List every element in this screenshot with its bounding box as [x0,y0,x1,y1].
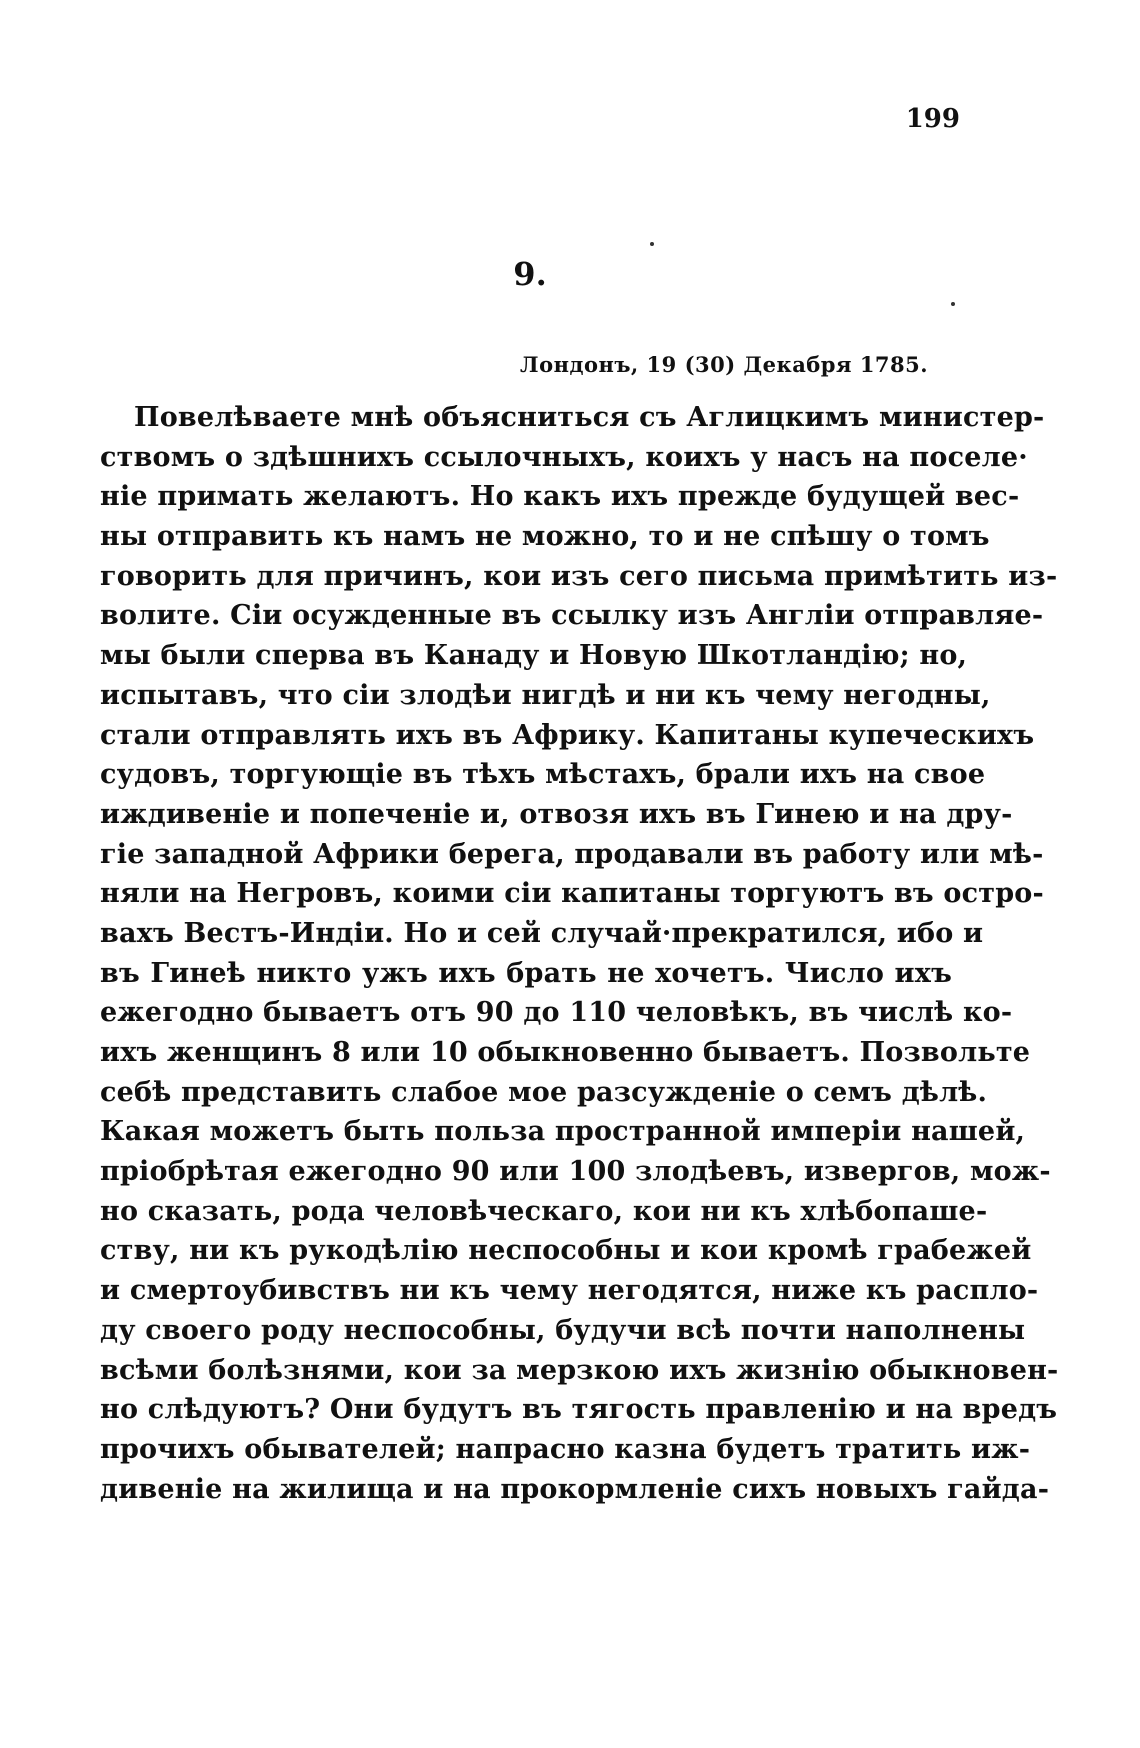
text-line: говорить для причинъ, кои изъ сего письма примѣтить из- [100,560,1058,592]
text-line: судовъ, торгующіе въ тѣхъ мѣстахъ, брали ихъ на свое [100,759,986,791]
text-line: въ Гинеѣ никто ужъ ихъ брать не хочетъ. Число ихъ [100,957,952,989]
text-line: ны отправить къ намъ не можно, то и не спѣшу о томъ [100,521,990,553]
text-line: ду своего роду неспособны, будучи всѣ почти наполнены [100,1314,1026,1346]
text-line: но слѣдуютъ? Они будутъ въ тягость правленію и на вредъ [100,1394,1058,1426]
text-line: всѣми болѣзнями, кои за мерзкою ихъ жизнію обыкновен- [100,1354,1059,1386]
print-speck [650,242,654,246]
text-line: иждивеніе и попеченіе и, отвозя ихъ въ Гинею и на дру- [100,798,1013,830]
text-line: волите. Сіи осужденные въ ссылку изъ Англіи отправляе- [100,600,1044,632]
section-number: 9. [513,255,547,293]
text-line: испытавъ, что сіи злодѣи нигдѣ и ни къ чему негодны, [100,679,991,711]
text-line: пріобрѣтая ежегодно 90 или 100 злодѣевъ, извергов, мож- [100,1156,1051,1188]
print-speck [951,302,955,306]
text-line: вахъ Вестъ-Индіи. Но и сей случай·прекратился, ибо и [100,917,984,949]
text-line: ствомъ о здѣшнихъ ссылочныхъ, коихъ у насъ на поселе· [100,441,1028,473]
text-line: но сказать, рода человѣческаго, кои ни къ хлѣбопаше- [100,1195,988,1227]
text-line: и смертоубивствъ ни къ чему негодятся, ниже къ распло- [100,1275,1039,1307]
text-line: Повелѣваете мнѣ объясниться съ Аглицкимъ министер- [134,402,1045,433]
letter-dateline: Лондонъ, 19 (30) Декабря 1785. [520,352,929,377]
text-line: стали отправлять ихъ въ Африку. Капитаны купеческихъ [100,719,1035,751]
text-line: ніе примать желаютъ. Но какъ ихъ прежде будущей вес- [100,481,1020,513]
text-line: себѣ представить слабое мое разсужденіе о семъ дѣлѣ. [100,1076,988,1108]
letter-body [100,398,1059,1509]
text-line: Какая можетъ быть польза пространной имперіи нашей, [100,1116,1026,1148]
text-line: прочихъ обывателей; напрасно казна будетъ тратить иж- [100,1433,1031,1465]
text-line: ству, ни къ рукодѣлію неспособны и кои кромѣ грабежей [100,1235,1032,1267]
page-number: 199 [905,104,960,134]
text-line: мы были сперва въ Канаду и Новую Шкотландію; но, [100,640,968,672]
text-line: дивеніе на жилища и на прокормленіе сихъ новыхъ гайда- [100,1473,1050,1505]
text-line: ежегодно бываетъ отъ 90 до 110 человѣкъ, въ числѣ ко- [100,997,1013,1029]
text-line: няли на Негровъ, коими сіи капитаны торгуютъ въ остро- [100,878,1044,910]
text-line: гіе западной Африки берега, продавали въ работу или мѣ- [100,838,1044,870]
text-line: ихъ женщинъ 8 или 10 обыкновенно бываетъ. Позвольте [100,1037,1031,1068]
